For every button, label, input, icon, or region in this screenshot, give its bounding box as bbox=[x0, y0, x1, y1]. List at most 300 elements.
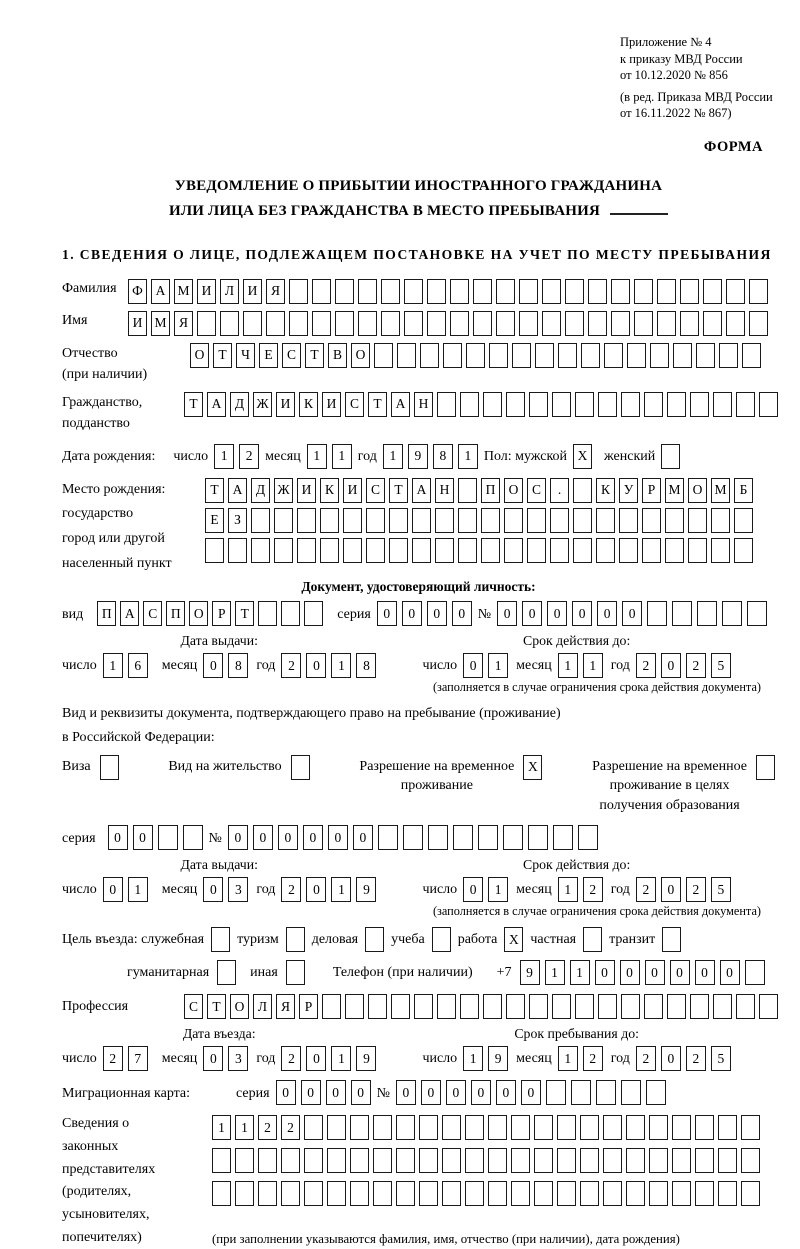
char-box[interactable] bbox=[350, 1181, 369, 1206]
char-box[interactable]: О bbox=[189, 601, 208, 626]
char-box[interactable] bbox=[611, 311, 630, 336]
char-box[interactable]: У bbox=[619, 478, 638, 503]
char-box[interactable] bbox=[374, 343, 393, 368]
char-box[interactable]: 0 bbox=[108, 825, 128, 850]
char-box[interactable] bbox=[235, 1148, 254, 1173]
char-box[interactable]: 9 bbox=[408, 444, 428, 469]
char-box[interactable] bbox=[350, 1148, 369, 1173]
char-box[interactable]: 1 bbox=[545, 960, 565, 985]
char-box[interactable]: 0 bbox=[661, 877, 681, 902]
char-box[interactable] bbox=[435, 508, 454, 533]
char-box[interactable]: 3 bbox=[228, 1046, 248, 1071]
char-box[interactable]: 1 bbox=[583, 653, 603, 678]
char-box[interactable] bbox=[343, 508, 362, 533]
char-box[interactable] bbox=[690, 994, 709, 1019]
doc-issue-day-boxes[interactable] bbox=[103, 653, 148, 678]
char-box[interactable] bbox=[621, 1080, 641, 1105]
char-box[interactable] bbox=[442, 1181, 461, 1206]
res-valid-year-boxes[interactable] bbox=[636, 877, 731, 902]
char-box[interactable]: Т bbox=[207, 994, 226, 1019]
birth-place-row2-boxes[interactable] bbox=[205, 508, 753, 533]
char-box[interactable] bbox=[442, 1148, 461, 1173]
char-box[interactable]: 1 bbox=[331, 877, 351, 902]
char-box[interactable] bbox=[212, 1148, 231, 1173]
char-box[interactable] bbox=[697, 601, 717, 626]
char-box[interactable] bbox=[736, 994, 755, 1019]
char-box[interactable] bbox=[719, 343, 738, 368]
char-box[interactable]: 1 bbox=[463, 1046, 483, 1071]
char-box[interactable] bbox=[289, 279, 308, 304]
char-box[interactable]: 0 bbox=[203, 1046, 223, 1071]
char-box[interactable]: 0 bbox=[306, 877, 326, 902]
char-box[interactable] bbox=[251, 508, 270, 533]
char-box[interactable] bbox=[603, 1115, 622, 1140]
char-box[interactable] bbox=[690, 392, 709, 417]
char-box[interactable] bbox=[558, 343, 577, 368]
char-box[interactable] bbox=[304, 1115, 323, 1140]
char-box[interactable] bbox=[703, 279, 722, 304]
char-box[interactable]: К bbox=[299, 392, 318, 417]
char-box[interactable]: 1 bbox=[383, 444, 403, 469]
char-box[interactable]: 0 bbox=[497, 601, 517, 626]
char-box[interactable]: М bbox=[665, 478, 684, 503]
purpose-transit-checkbox[interactable] bbox=[662, 927, 681, 952]
char-box[interactable]: 0 bbox=[396, 1080, 416, 1105]
char-box[interactable] bbox=[304, 1148, 323, 1173]
char-box[interactable] bbox=[649, 1115, 668, 1140]
char-box[interactable]: 1 bbox=[558, 653, 578, 678]
char-box[interactable]: 0 bbox=[203, 877, 223, 902]
mig-series-boxes[interactable] bbox=[276, 1080, 371, 1105]
char-box[interactable] bbox=[680, 279, 699, 304]
char-box[interactable] bbox=[404, 311, 423, 336]
purpose-business-checkbox[interactable] bbox=[365, 927, 384, 952]
char-box[interactable]: Ж bbox=[274, 478, 293, 503]
char-box[interactable] bbox=[557, 1181, 576, 1206]
char-box[interactable] bbox=[304, 1181, 323, 1206]
res-number-boxes[interactable] bbox=[228, 825, 598, 850]
char-box[interactable] bbox=[373, 1115, 392, 1140]
char-box[interactable] bbox=[483, 994, 502, 1019]
char-box[interactable] bbox=[649, 1148, 668, 1173]
char-box[interactable]: А bbox=[207, 392, 226, 417]
char-box[interactable]: И bbox=[243, 279, 262, 304]
temp-residence-checkbox[interactable] bbox=[523, 755, 542, 780]
char-box[interactable]: 0 bbox=[661, 653, 681, 678]
char-box[interactable]: О bbox=[351, 343, 370, 368]
char-box[interactable]: 1 bbox=[458, 444, 478, 469]
char-box[interactable]: Т bbox=[205, 478, 224, 503]
char-box[interactable] bbox=[535, 343, 554, 368]
char-box[interactable] bbox=[506, 994, 525, 1019]
char-box[interactable]: 9 bbox=[356, 1046, 376, 1071]
char-box[interactable] bbox=[414, 994, 433, 1019]
char-box[interactable] bbox=[626, 1181, 645, 1206]
char-box[interactable] bbox=[327, 1181, 346, 1206]
char-box[interactable]: М bbox=[711, 478, 730, 503]
char-box[interactable] bbox=[435, 538, 454, 563]
char-box[interactable] bbox=[465, 1115, 484, 1140]
char-box[interactable]: 0 bbox=[572, 601, 592, 626]
char-box[interactable] bbox=[343, 538, 362, 563]
birth-year-boxes[interactable] bbox=[383, 444, 478, 469]
char-box[interactable] bbox=[228, 538, 247, 563]
surname-boxes[interactable] bbox=[128, 279, 768, 304]
char-box[interactable] bbox=[274, 538, 293, 563]
char-box[interactable]: 0 bbox=[278, 825, 298, 850]
birth-month-boxes[interactable] bbox=[307, 444, 352, 469]
char-box[interactable]: 2 bbox=[103, 1046, 123, 1071]
char-box[interactable] bbox=[281, 1148, 300, 1173]
char-box[interactable]: X bbox=[504, 927, 523, 952]
char-box[interactable] bbox=[366, 538, 385, 563]
char-box[interactable]: П bbox=[481, 478, 500, 503]
char-box[interactable] bbox=[391, 994, 410, 1019]
char-box[interactable] bbox=[580, 1115, 599, 1140]
char-box[interactable] bbox=[458, 538, 477, 563]
char-box[interactable] bbox=[747, 601, 767, 626]
purpose-tourism-checkbox[interactable] bbox=[286, 927, 305, 952]
char-box[interactable] bbox=[534, 1115, 553, 1140]
char-box[interactable]: Т bbox=[235, 601, 254, 626]
stay-year-boxes[interactable] bbox=[636, 1046, 731, 1071]
char-box[interactable] bbox=[381, 311, 400, 336]
char-box[interactable] bbox=[696, 343, 715, 368]
char-box[interactable]: Я bbox=[174, 311, 193, 336]
char-box[interactable] bbox=[644, 392, 663, 417]
char-box[interactable] bbox=[403, 825, 423, 850]
char-box[interactable] bbox=[528, 825, 548, 850]
char-box[interactable]: Ж bbox=[253, 392, 272, 417]
char-box[interactable] bbox=[603, 1148, 622, 1173]
char-box[interactable]: 0 bbox=[351, 1080, 371, 1105]
char-box[interactable]: Д bbox=[230, 392, 249, 417]
char-box[interactable]: 2 bbox=[281, 1115, 300, 1140]
doc-valid-day-boxes[interactable] bbox=[463, 653, 508, 678]
char-box[interactable]: 0 bbox=[547, 601, 567, 626]
char-box[interactable] bbox=[396, 1181, 415, 1206]
char-box[interactable]: К bbox=[320, 478, 339, 503]
char-box[interactable]: 0 bbox=[303, 825, 323, 850]
char-box[interactable] bbox=[397, 343, 416, 368]
purpose-other-checkbox[interactable] bbox=[286, 960, 305, 985]
char-box[interactable] bbox=[695, 1115, 714, 1140]
char-box[interactable]: 2 bbox=[281, 1046, 301, 1071]
char-box[interactable]: 1 bbox=[307, 444, 327, 469]
char-box[interactable] bbox=[368, 994, 387, 1019]
char-box[interactable]: Н bbox=[435, 478, 454, 503]
char-box[interactable]: 0 bbox=[463, 877, 483, 902]
mig-number-boxes[interactable] bbox=[396, 1080, 666, 1105]
char-box[interactable] bbox=[489, 343, 508, 368]
char-box[interactable]: А bbox=[228, 478, 247, 503]
char-box[interactable]: 0 bbox=[661, 1046, 681, 1071]
purpose-official-checkbox[interactable] bbox=[211, 927, 230, 952]
char-box[interactable] bbox=[450, 311, 469, 336]
char-box[interactable]: 0 bbox=[496, 1080, 516, 1105]
doc-issue-year-boxes[interactable] bbox=[281, 653, 376, 678]
char-box[interactable] bbox=[634, 279, 653, 304]
char-box[interactable] bbox=[662, 927, 681, 952]
char-box[interactable] bbox=[511, 1181, 530, 1206]
char-box[interactable] bbox=[481, 508, 500, 533]
char-box[interactable] bbox=[366, 508, 385, 533]
char-box[interactable] bbox=[534, 1148, 553, 1173]
char-box[interactable]: О bbox=[688, 478, 707, 503]
char-box[interactable] bbox=[420, 343, 439, 368]
char-box[interactable]: Я bbox=[266, 279, 285, 304]
char-box[interactable] bbox=[642, 538, 661, 563]
char-box[interactable] bbox=[650, 343, 669, 368]
char-box[interactable]: 0 bbox=[421, 1080, 441, 1105]
char-box[interactable] bbox=[542, 311, 561, 336]
char-box[interactable]: 0 bbox=[306, 653, 326, 678]
char-box[interactable]: И bbox=[197, 279, 216, 304]
char-box[interactable] bbox=[741, 1148, 760, 1173]
char-box[interactable] bbox=[251, 538, 270, 563]
char-box[interactable] bbox=[205, 538, 224, 563]
char-box[interactable]: 0 bbox=[328, 825, 348, 850]
char-box[interactable]: Т bbox=[213, 343, 232, 368]
char-box[interactable] bbox=[580, 1181, 599, 1206]
char-box[interactable] bbox=[473, 279, 492, 304]
char-box[interactable] bbox=[419, 1181, 438, 1206]
char-box[interactable] bbox=[519, 311, 538, 336]
doc-valid-year-boxes[interactable] bbox=[636, 653, 731, 678]
char-box[interactable] bbox=[443, 343, 462, 368]
char-box[interactable]: Р bbox=[212, 601, 231, 626]
char-box[interactable] bbox=[527, 538, 546, 563]
char-box[interactable] bbox=[460, 994, 479, 1019]
char-box[interactable] bbox=[552, 994, 571, 1019]
char-box[interactable] bbox=[496, 311, 515, 336]
char-box[interactable] bbox=[542, 279, 561, 304]
char-box[interactable]: 9 bbox=[520, 960, 540, 985]
char-box[interactable] bbox=[478, 825, 498, 850]
char-box[interactable]: В bbox=[328, 343, 347, 368]
char-box[interactable] bbox=[274, 508, 293, 533]
char-box[interactable] bbox=[312, 279, 331, 304]
char-box[interactable] bbox=[713, 392, 732, 417]
char-box[interactable] bbox=[396, 1148, 415, 1173]
representatives-row1-boxes[interactable] bbox=[212, 1115, 760, 1140]
char-box[interactable]: 0 bbox=[620, 960, 640, 985]
char-box[interactable]: X bbox=[523, 755, 542, 780]
char-box[interactable]: 0 bbox=[427, 601, 447, 626]
char-box[interactable]: 1 bbox=[331, 653, 351, 678]
char-box[interactable]: 0 bbox=[670, 960, 690, 985]
representatives-row3-boxes[interactable] bbox=[212, 1181, 760, 1206]
char-box[interactable] bbox=[504, 538, 523, 563]
char-box[interactable]: 0 bbox=[276, 1080, 296, 1105]
char-box[interactable] bbox=[598, 392, 617, 417]
char-box[interactable]: С bbox=[366, 478, 385, 503]
char-box[interactable]: 0 bbox=[645, 960, 665, 985]
char-box[interactable] bbox=[404, 279, 423, 304]
doc-series-boxes[interactable] bbox=[377, 601, 472, 626]
char-box[interactable]: 2 bbox=[281, 653, 301, 678]
char-box[interactable]: 2 bbox=[281, 877, 301, 902]
doc-type-boxes[interactable] bbox=[97, 601, 323, 626]
char-box[interactable] bbox=[573, 508, 592, 533]
char-box[interactable]: И bbox=[276, 392, 295, 417]
char-box[interactable] bbox=[588, 279, 607, 304]
char-box[interactable]: 1 bbox=[214, 444, 234, 469]
stay-month-boxes[interactable] bbox=[558, 1046, 603, 1071]
char-box[interactable]: 2 bbox=[239, 444, 259, 469]
char-box[interactable] bbox=[741, 1181, 760, 1206]
char-box[interactable] bbox=[320, 508, 339, 533]
char-box[interactable]: 0 bbox=[452, 601, 472, 626]
char-box[interactable] bbox=[419, 1115, 438, 1140]
char-box[interactable] bbox=[220, 311, 239, 336]
char-box[interactable] bbox=[626, 1148, 645, 1173]
char-box[interactable]: З bbox=[228, 508, 247, 533]
char-box[interactable] bbox=[258, 1148, 277, 1173]
char-box[interactable]: 2 bbox=[636, 1046, 656, 1071]
char-box[interactable]: 1 bbox=[103, 653, 123, 678]
char-box[interactable] bbox=[381, 279, 400, 304]
char-box[interactable]: 1 bbox=[558, 1046, 578, 1071]
char-box[interactable]: 7 bbox=[128, 1046, 148, 1071]
char-box[interactable] bbox=[529, 392, 548, 417]
char-box[interactable] bbox=[598, 994, 617, 1019]
char-box[interactable] bbox=[312, 311, 331, 336]
char-box[interactable] bbox=[458, 508, 477, 533]
char-box[interactable] bbox=[726, 311, 745, 336]
char-box[interactable] bbox=[759, 994, 778, 1019]
char-box[interactable] bbox=[286, 927, 305, 952]
char-box[interactable]: С bbox=[184, 994, 203, 1019]
char-box[interactable] bbox=[703, 311, 722, 336]
char-box[interactable] bbox=[571, 1080, 591, 1105]
sex-male-checkbox[interactable] bbox=[573, 444, 592, 469]
res-issue-day-boxes[interactable] bbox=[103, 877, 148, 902]
char-box[interactable] bbox=[291, 755, 310, 780]
res-valid-month-boxes[interactable] bbox=[558, 877, 603, 902]
char-box[interactable] bbox=[496, 279, 515, 304]
char-box[interactable] bbox=[335, 279, 354, 304]
char-box[interactable] bbox=[550, 508, 569, 533]
char-box[interactable]: 0 bbox=[622, 601, 642, 626]
char-box[interactable]: 0 bbox=[595, 960, 615, 985]
char-box[interactable] bbox=[667, 994, 686, 1019]
char-box[interactable] bbox=[711, 538, 730, 563]
char-box[interactable] bbox=[661, 444, 680, 469]
char-box[interactable] bbox=[427, 311, 446, 336]
char-box[interactable]: И bbox=[343, 478, 362, 503]
char-box[interactable] bbox=[726, 279, 745, 304]
char-box[interactable]: 0 bbox=[377, 601, 397, 626]
phone-boxes[interactable] bbox=[520, 960, 765, 985]
char-box[interactable] bbox=[289, 311, 308, 336]
char-box[interactable]: 5 bbox=[711, 877, 731, 902]
char-box[interactable] bbox=[588, 311, 607, 336]
char-box[interactable] bbox=[565, 279, 584, 304]
char-box[interactable] bbox=[634, 311, 653, 336]
char-box[interactable] bbox=[412, 508, 431, 533]
char-box[interactable]: А bbox=[391, 392, 410, 417]
char-box[interactable] bbox=[604, 343, 623, 368]
char-box[interactable]: Е bbox=[259, 343, 278, 368]
char-box[interactable]: 0 bbox=[353, 825, 373, 850]
char-box[interactable] bbox=[565, 311, 584, 336]
char-box[interactable] bbox=[722, 601, 742, 626]
char-box[interactable]: 8 bbox=[228, 653, 248, 678]
char-box[interactable] bbox=[575, 392, 594, 417]
char-box[interactable] bbox=[258, 601, 277, 626]
char-box[interactable] bbox=[432, 927, 451, 952]
char-box[interactable] bbox=[581, 343, 600, 368]
entry-day-boxes[interactable] bbox=[103, 1046, 148, 1071]
doc-number-boxes[interactable] bbox=[497, 601, 767, 626]
char-box[interactable]: И bbox=[128, 311, 147, 336]
char-box[interactable] bbox=[573, 538, 592, 563]
char-box[interactable] bbox=[557, 1148, 576, 1173]
res-valid-day-boxes[interactable] bbox=[463, 877, 508, 902]
char-box[interactable]: 2 bbox=[258, 1115, 277, 1140]
char-box[interactable]: П bbox=[166, 601, 185, 626]
char-box[interactable] bbox=[458, 478, 477, 503]
char-box[interactable] bbox=[211, 927, 230, 952]
res-issue-month-boxes[interactable] bbox=[203, 877, 248, 902]
char-box[interactable]: Д bbox=[251, 478, 270, 503]
char-box[interactable]: О bbox=[504, 478, 523, 503]
char-box[interactable]: 6 bbox=[128, 653, 148, 678]
char-box[interactable] bbox=[506, 392, 525, 417]
char-box[interactable] bbox=[734, 538, 753, 563]
char-box[interactable] bbox=[358, 311, 377, 336]
char-box[interactable]: 1 bbox=[128, 877, 148, 902]
char-box[interactable]: 0 bbox=[521, 1080, 541, 1105]
char-box[interactable] bbox=[396, 1115, 415, 1140]
entry-month-boxes[interactable] bbox=[203, 1046, 248, 1071]
char-box[interactable] bbox=[335, 311, 354, 336]
char-box[interactable]: 0 bbox=[695, 960, 715, 985]
sex-female-checkbox[interactable] bbox=[661, 444, 680, 469]
char-box[interactable] bbox=[665, 538, 684, 563]
char-box[interactable] bbox=[512, 343, 531, 368]
char-box[interactable] bbox=[718, 1181, 737, 1206]
char-box[interactable]: С bbox=[527, 478, 546, 503]
char-box[interactable] bbox=[504, 508, 523, 533]
char-box[interactable] bbox=[266, 311, 285, 336]
char-box[interactable] bbox=[680, 311, 699, 336]
char-box[interactable] bbox=[649, 1181, 668, 1206]
char-box[interactable] bbox=[596, 538, 615, 563]
char-box[interactable] bbox=[297, 538, 316, 563]
char-box[interactable]: 0 bbox=[402, 601, 422, 626]
char-box[interactable]: М bbox=[174, 279, 193, 304]
char-box[interactable] bbox=[281, 601, 300, 626]
char-box[interactable]: С bbox=[143, 601, 162, 626]
char-box[interactable] bbox=[688, 538, 707, 563]
char-box[interactable]: 1 bbox=[331, 1046, 351, 1071]
char-box[interactable]: К bbox=[596, 478, 615, 503]
char-box[interactable] bbox=[217, 960, 236, 985]
char-box[interactable]: 1 bbox=[488, 877, 508, 902]
temp-residence-edu-checkbox[interactable] bbox=[756, 755, 775, 780]
purpose-study-checkbox[interactable] bbox=[432, 927, 451, 952]
char-box[interactable] bbox=[621, 392, 640, 417]
char-box[interactable] bbox=[553, 825, 573, 850]
char-box[interactable] bbox=[657, 279, 676, 304]
char-box[interactable]: 8 bbox=[433, 444, 453, 469]
char-box[interactable]: С bbox=[282, 343, 301, 368]
entry-year-boxes[interactable] bbox=[281, 1046, 376, 1071]
char-box[interactable]: 8 bbox=[356, 653, 376, 678]
stay-day-boxes[interactable] bbox=[463, 1046, 508, 1071]
